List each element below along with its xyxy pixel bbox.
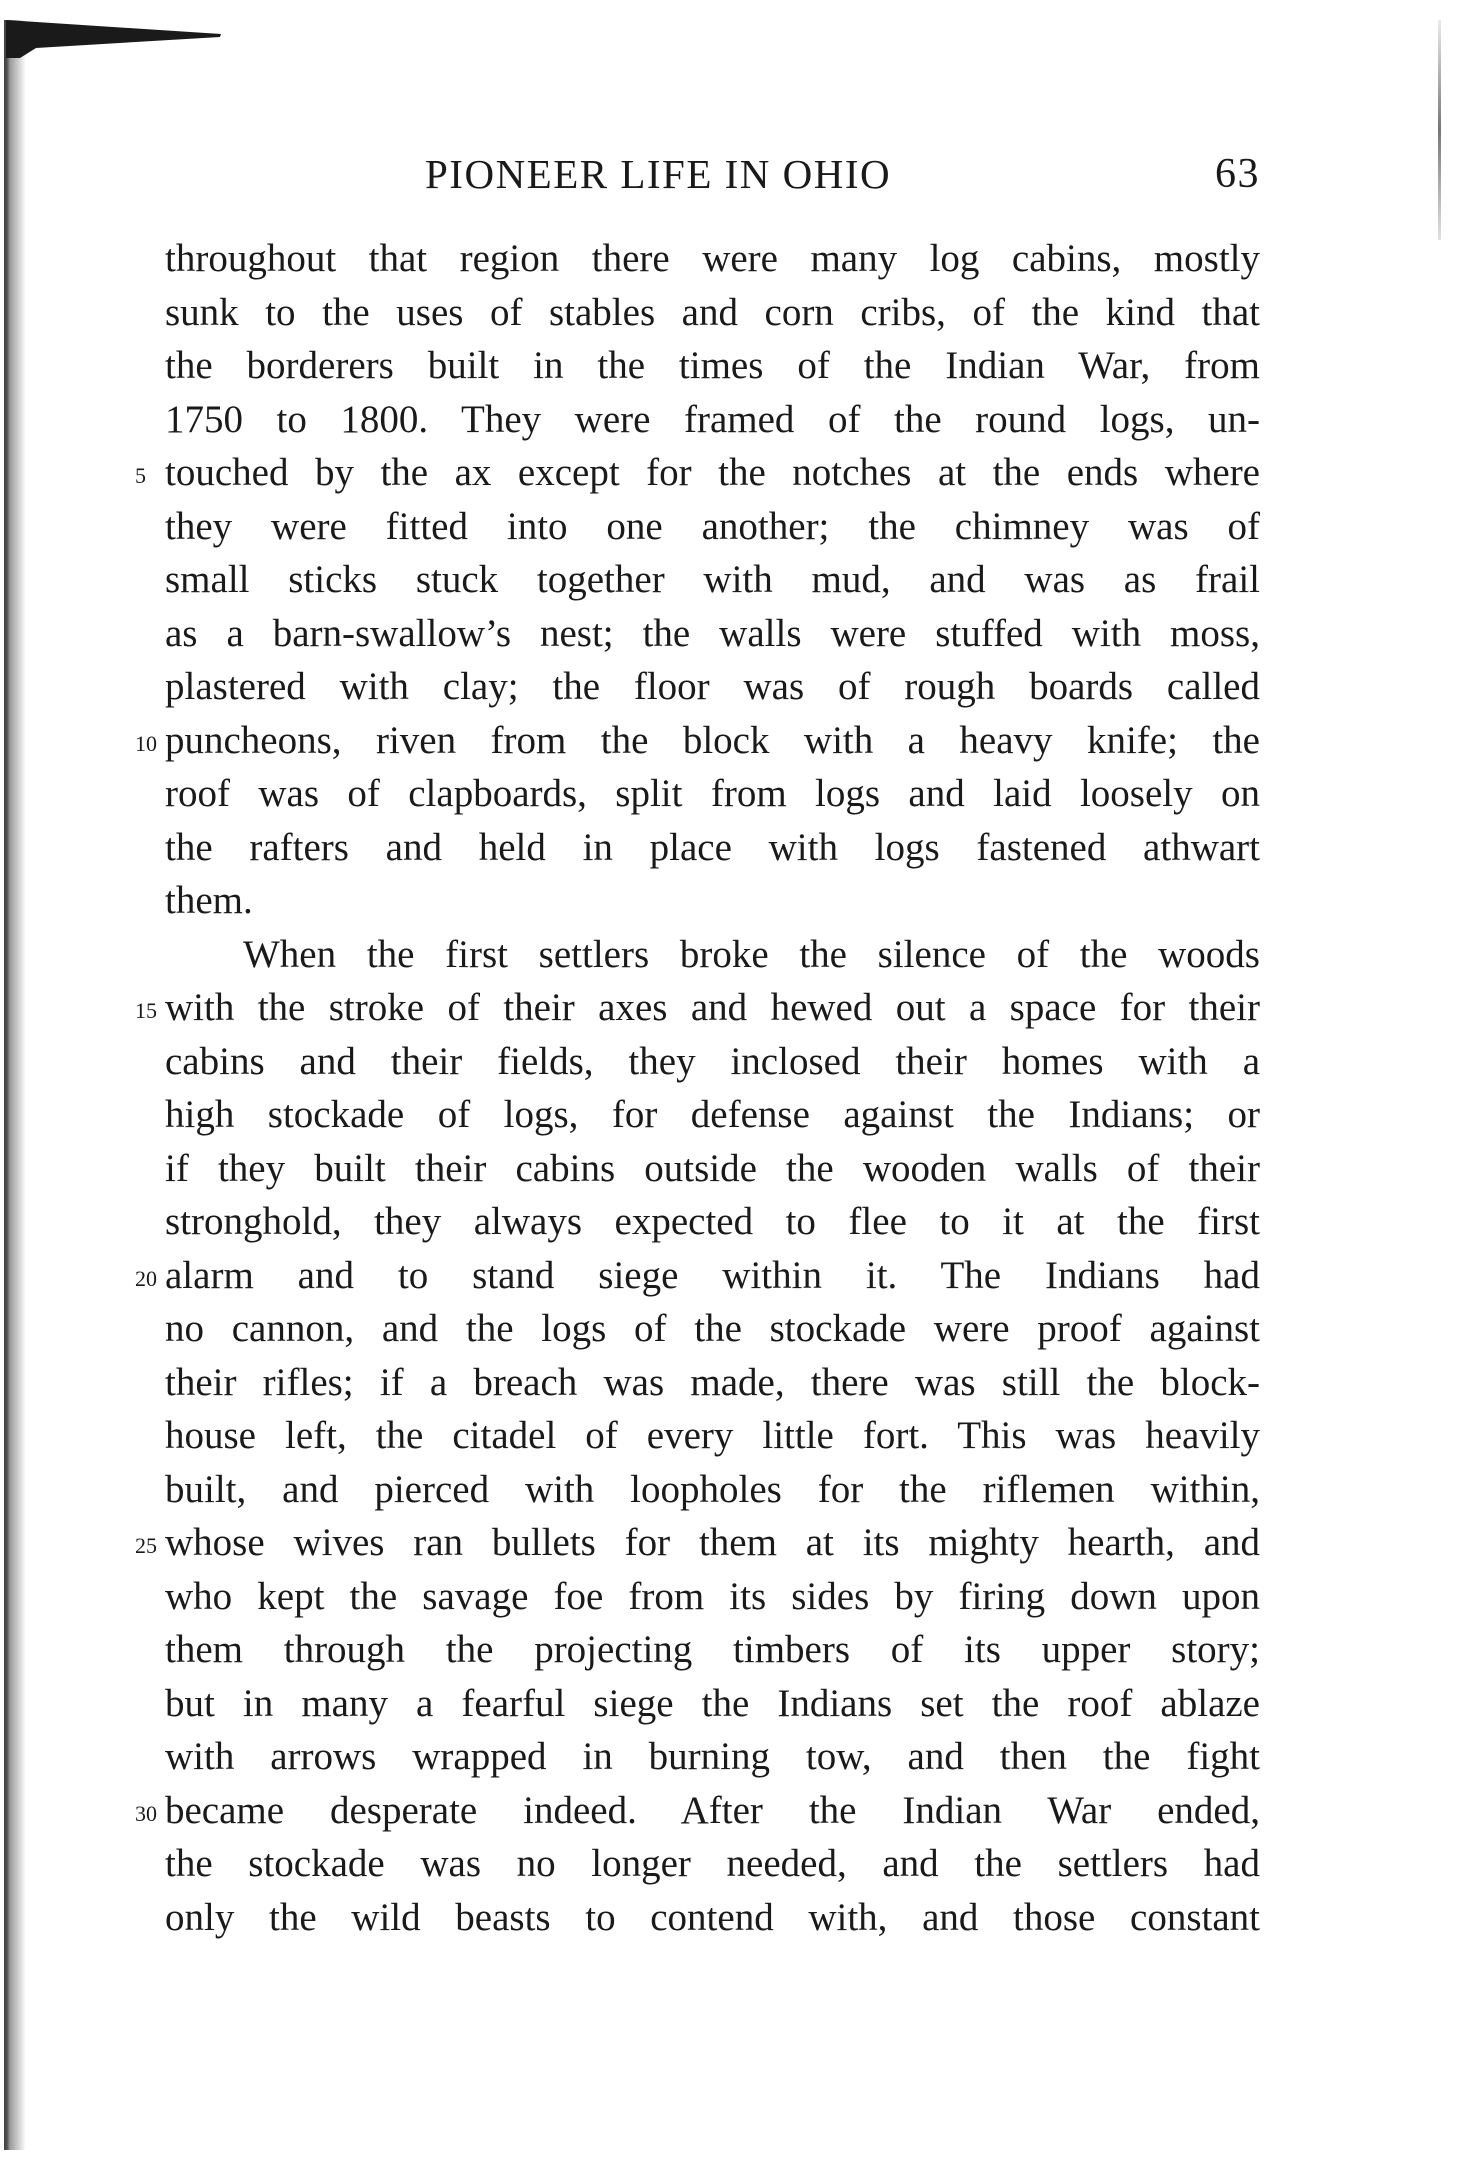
text-line: sunk to the uses of stables and corn cribs, of the kind that <box>165 290 1260 334</box>
text-line: 20 alarm and to stand siege within it. The Indians had <box>165 1249 1260 1303</box>
text-line: 5 touched by the ax except for the notches at the ends where <box>165 446 1260 500</box>
text-line: high stockade of logs, for defense against the Indians; or <box>165 1093 1260 1136</box>
text-line: them through the projecting timbers of its upper story; <box>165 1628 1260 1671</box>
page-number: 63 <box>1215 151 1260 197</box>
text-line: them. <box>165 879 253 922</box>
text-line: cabins and their fields, they inclosed their homes with a <box>165 1039 1260 1083</box>
text-line: throughout that region there were many log cabins, mostly <box>165 237 1260 280</box>
text-line: house left, the citadel of every little fort. This was heavily <box>165 1414 1260 1457</box>
scan-gutter-shadow <box>4 20 32 2150</box>
line-number: 20 <box>135 1265 157 1291</box>
line-number: 30 <box>135 1800 157 1826</box>
text-line: stronghold, they always expected to flee to it at the first <box>165 1200 1260 1243</box>
page-header <box>160 150 1260 206</box>
text-line: built, and pierced with loopholes for the riflemen within, <box>165 1467 1260 1511</box>
text-line: 10 puncheons, riven from the block with a heavy knife; the <box>165 714 1260 768</box>
text-line: who kept the savage foe from its sides by firing down upon <box>165 1574 1260 1618</box>
line-number: 15 <box>135 998 157 1023</box>
text-line: they were fitted into one another; the chimney was of <box>165 504 1260 548</box>
line-number: 25 <box>135 1533 157 1558</box>
text-line: When the first settlers broke the silence of the woods <box>243 932 1260 976</box>
scan-right-edge <box>1438 20 1441 240</box>
text-line: 1750 to 1800. They were framed of the round logs, un- <box>165 397 1260 441</box>
text-line: small sticks stuck together with mud, and was as frail <box>165 558 1260 601</box>
text-line: no cannon, and the logs of the stockade were proof against <box>165 1307 1260 1350</box>
text-line: their rifles; if a breach was made, there was still the block- <box>165 1360 1260 1404</box>
text-line: with arrows wrapped in burning tow, and then the fight <box>165 1735 1260 1778</box>
text-line: plastered with clay; the floor was of rough boards called <box>165 665 1260 708</box>
line-number: 10 <box>135 730 157 756</box>
text-line: the rafters and held in place with logs fastened athwart <box>165 825 1260 869</box>
text-line: 30 became desperate indeed. After the Indian War ended, <box>165 1784 1260 1838</box>
scan-corner-mark <box>6 18 221 58</box>
text-line: roof was of clapboards, split from logs and laid loosely on <box>165 772 1260 815</box>
text-line: the borderers built in the times of the Indian War, from <box>165 344 1260 387</box>
text-line: the stockade was no longer needed, and the settlers had <box>165 1842 1260 1885</box>
text-line: as a barn-swallow’s nest; the walls were stuffed with moss, <box>165 611 1260 655</box>
text-line: if they built their cabins outside the wooden walls of their <box>165 1146 1260 1190</box>
text-line: but in many a fearful siege the Indians set the roof ablaze <box>165 1681 1260 1725</box>
text-line: 25 whose wives ran bullets for them at its mighty hearth, and <box>165 1516 1260 1570</box>
line-number: 5 <box>135 463 146 488</box>
body-text <box>135 232 1260 1944</box>
running-title: PIONEER LIFE IN OHIO <box>425 151 892 197</box>
text-line: 15 with the stroke of their axes and hewed out a space for their <box>165 981 1260 1035</box>
text-line: only the wild beasts to contend with, and those constant <box>165 1895 1260 1939</box>
